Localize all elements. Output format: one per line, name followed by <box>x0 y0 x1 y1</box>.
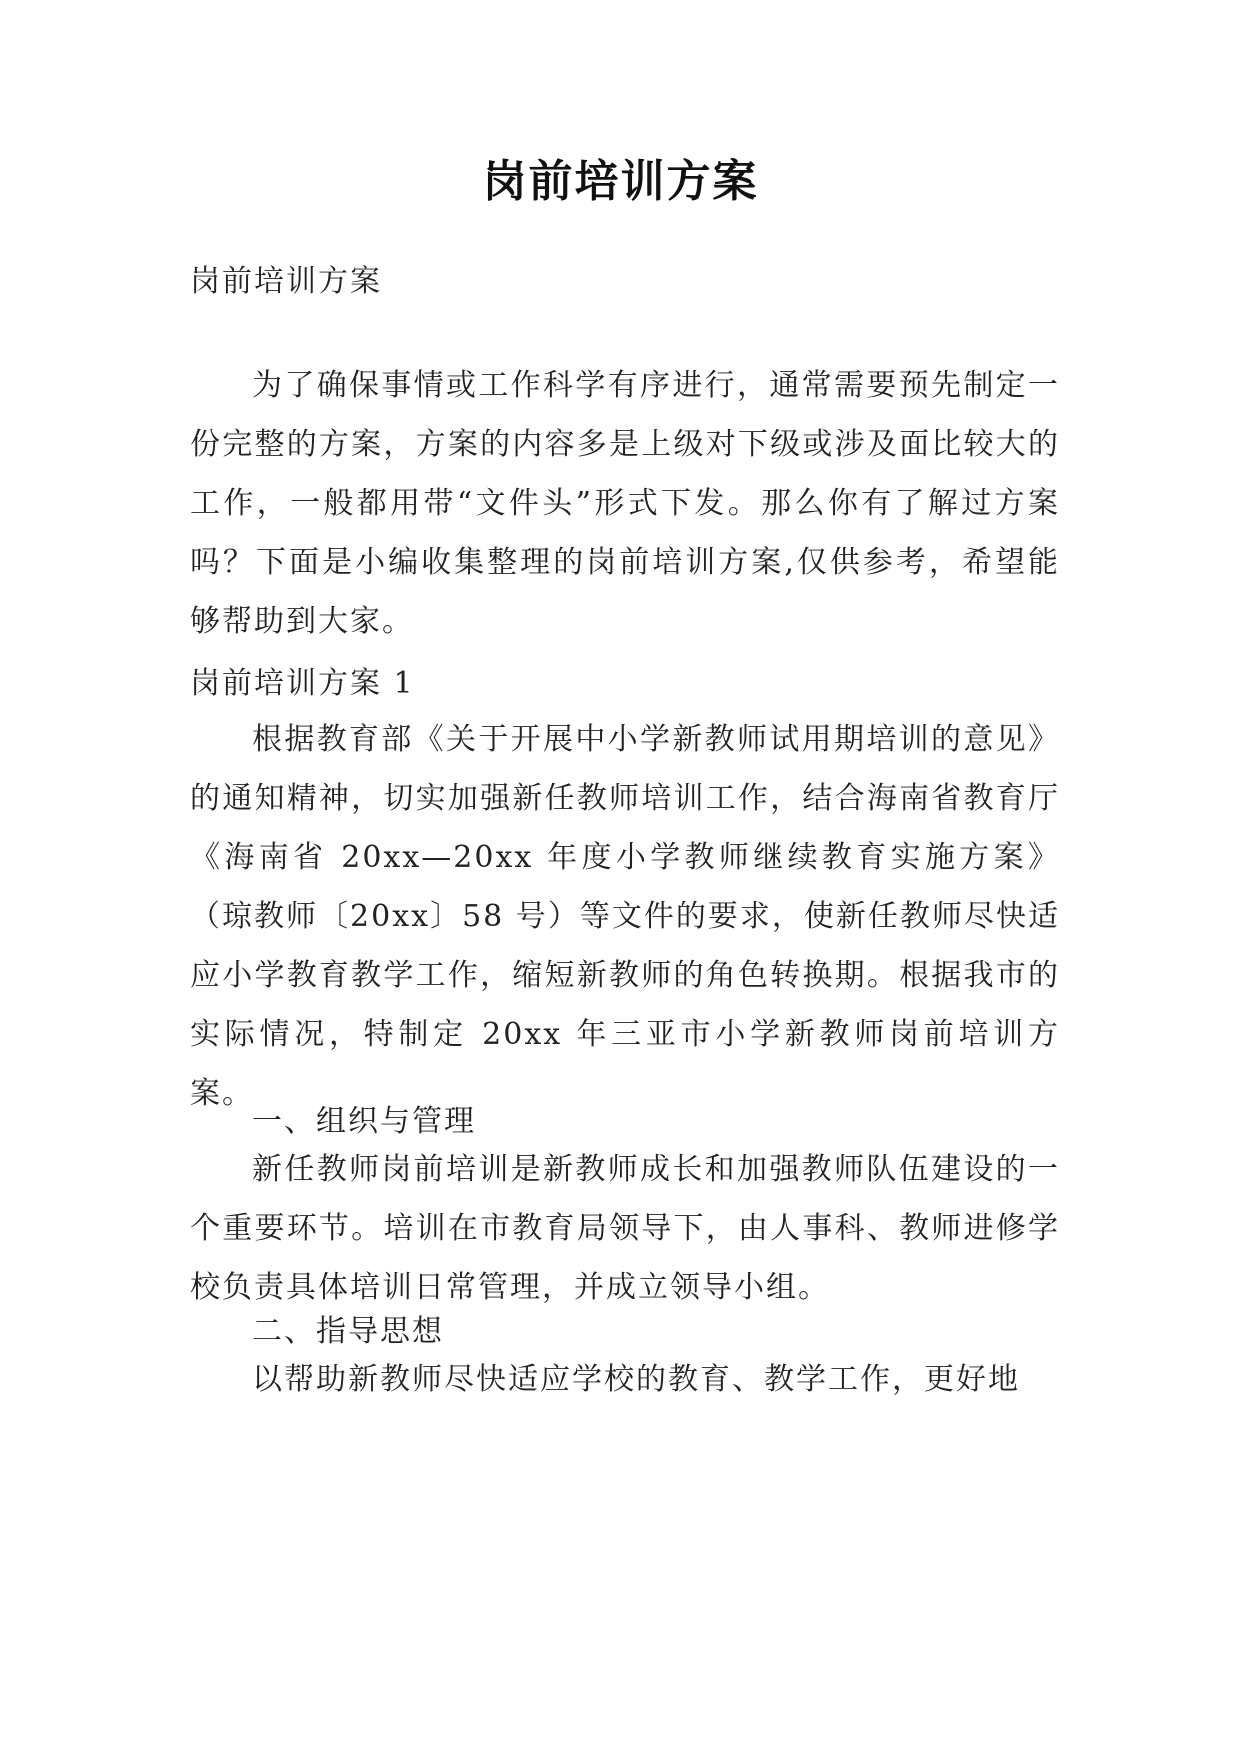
document-subtitle: 岗前培训方案 <box>190 264 382 299</box>
document-title: 岗前培训方案 <box>482 156 759 207</box>
intro-paragraph: 为了确保事情或工作科学有序进行，通常需要预先制定一份完整的方案，方案的内容多是上级对下级或涉及面比较大的工作，一般都用带“文件头”形式下发。那么你有了解过方案吗？下面是小编收集整理的岗前培训方案,仅供参考，希望能够帮助到大家。 <box>190 368 1060 639</box>
section-paragraph: 根据教育部《关于开展中小学新教师试用期培训的意见》的通知精神，切实加强新任教师培训工作，结合海南省教育厅《海南省 20xx—20xx 年度小学教师继续教育实施方案》（琼教师〔20xx〕58 号）等文件的要求，使新任教师尽快适应小学教育教学工作，缩短新教师的角色转换期。根据我市的实际情况，特制定 20xx 年三亚市小学新教师岗前培训方案。 <box>190 722 1060 1111</box>
section-title: 岗前培训方案 1 <box>190 666 415 701</box>
heading-guiding-ideology: 二、指导思想 <box>252 1314 444 1349</box>
guiding-ideology-paragraph: 以帮助新教师尽快适应学校的教育、教学工作，更好地 <box>252 1362 1020 1397</box>
heading-organization: 一、组织与管理 <box>252 1104 476 1139</box>
organization-paragraph: 新任教师岗前培训是新教师成长和加强教师队伍建设的一个重要环节。培训在市教育局领导下，由人事科、教师进修学校负责具体培训日常管理，并成立领导小组。 <box>190 1152 1060 1305</box>
